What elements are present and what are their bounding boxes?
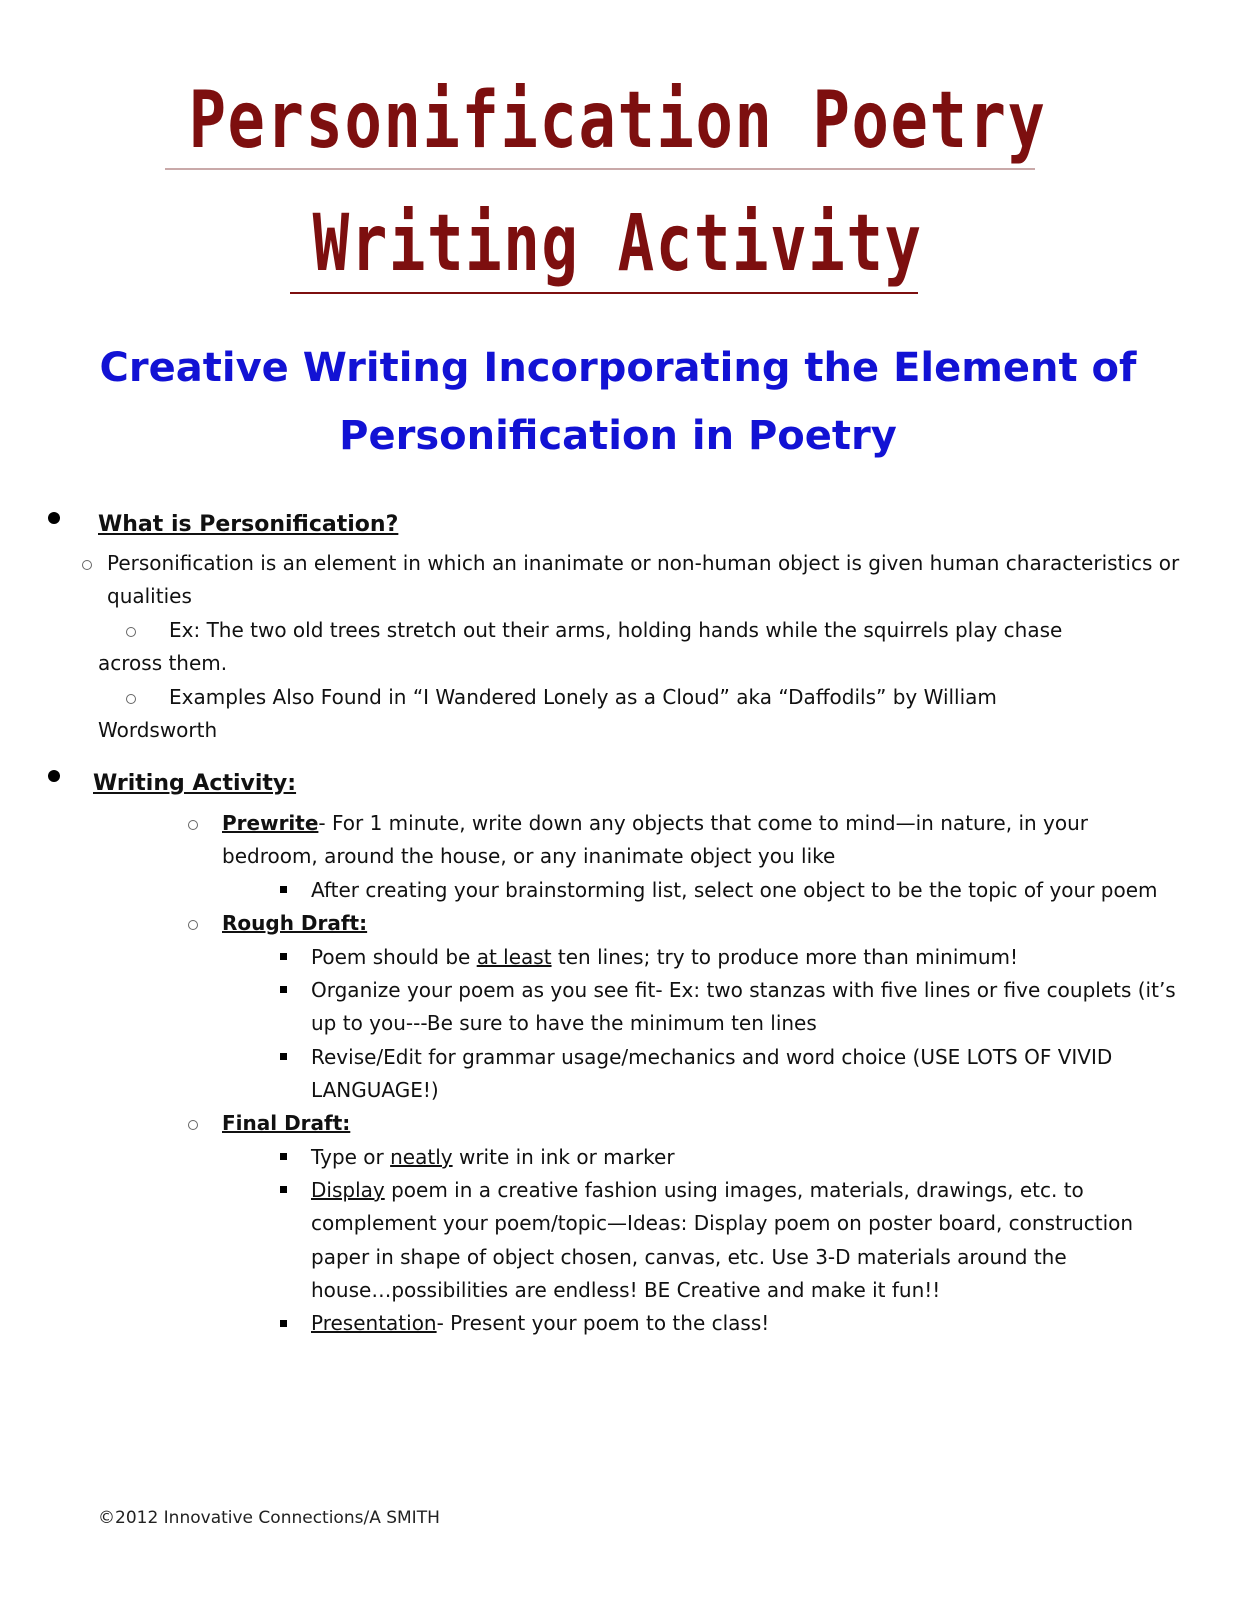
rough-item-2-line-1: Organize your poem as you see fit- Ex: two stanzas with five lines or five couplets (it’s (311, 978, 1176, 1002)
square-bullet-icon (280, 1320, 287, 1327)
final-item-3: Presentation- Present your poem to the class! (311, 1311, 770, 1335)
footer-copyright: ©2012 Innovative Connections/A SMITH (98, 1508, 440, 1528)
prewrite-text: - For 1 minute, write down any objects that come to mind—in nature, in your (318, 811, 1089, 835)
circle-bullet-icon (188, 920, 198, 930)
example-line-1: Ex: The two old trees stretch out their arms, holding hands while the squirrels play chase (169, 618, 1063, 642)
square-bullet-icon (280, 1186, 287, 1193)
rough-draft-label: Rough Draft: (222, 911, 368, 935)
rough-item-3-line-2: LANGUAGE!) (311, 1078, 439, 1102)
subtitle-line-1: Creative Writing Incorporating the Element of (99, 345, 1137, 391)
prewrite-line-2: bedroom, around the house, or any inanimate object you like (222, 844, 836, 868)
example-line-2: across them. (98, 651, 228, 675)
definition-line-1: Personification is an element in which an inanimate or non-human object is given human characteristics or (107, 551, 1180, 575)
square-bullet-icon (280, 1153, 287, 1160)
final-item-2-line-4: house…possibilities are endless! BE Creative and make it fun!! (311, 1278, 941, 1302)
circle-bullet-icon (82, 560, 92, 570)
examples-also-line-1: Examples Also Found in “I Wandered Lonely as a Cloud” aka “Daffodils” by William (169, 685, 997, 709)
final-draft-label: Final Draft: (222, 1111, 351, 1135)
final-item-2-line-1: Display poem in a creative fashion using images, materials, drawings, etc. to (311, 1178, 1084, 1202)
final-item-2-line-3: paper in shape of object chosen, canvas, etc. Use 3-D materials around the (311, 1245, 1067, 1269)
rough-item-1: Poem should be at least ten lines; try to produce more than minimum! (311, 945, 1019, 969)
final-item-2-line-2: complement your poem/topic—Ideas: Display poem on poster board, construction (311, 1211, 1134, 1235)
definition-line-2: qualities (107, 584, 192, 608)
rough-item-2-line-2: up to you---Be sure to have the minimum ten lines (311, 1011, 817, 1035)
square-bullet-icon (280, 1053, 287, 1060)
bullet-icon (48, 512, 60, 524)
prewrite-label: Prewrite (222, 811, 319, 835)
square-bullet-icon (280, 953, 287, 960)
circle-bullet-icon (188, 1120, 198, 1130)
section2-heading: Writing Activity: (93, 771, 297, 796)
title-rule-2 (290, 292, 918, 294)
section1-heading: What is Personification? (98, 512, 399, 537)
subtitle-line-2: Personification in Poetry (339, 413, 897, 459)
circle-bullet-icon (188, 820, 198, 830)
title-line-1: Personification Poetry (189, 76, 1047, 166)
circle-bullet-icon (126, 694, 136, 704)
bullet-icon (48, 770, 60, 782)
circle-bullet-icon (126, 627, 136, 637)
square-bullet-icon (280, 986, 287, 993)
prewrite-line-1 (222, 811, 1088, 835)
examples-also-line-2: Wordsworth (98, 718, 218, 742)
title-line-2: Writing Activity (312, 199, 923, 289)
title-rule-1 (165, 168, 1035, 170)
final-item-1: Type or neatly write in ink or marker (311, 1145, 675, 1169)
prewrite-sub: After creating your brainstorming list, select one object to be the topic of your poem (311, 878, 1158, 902)
subtitle (0, 334, 1236, 470)
rough-item-3-line-1: Revise/Edit for grammar usage/mechanics and word choice (USE LOTS OF VIVID (311, 1045, 1113, 1069)
square-bullet-icon (280, 886, 287, 893)
